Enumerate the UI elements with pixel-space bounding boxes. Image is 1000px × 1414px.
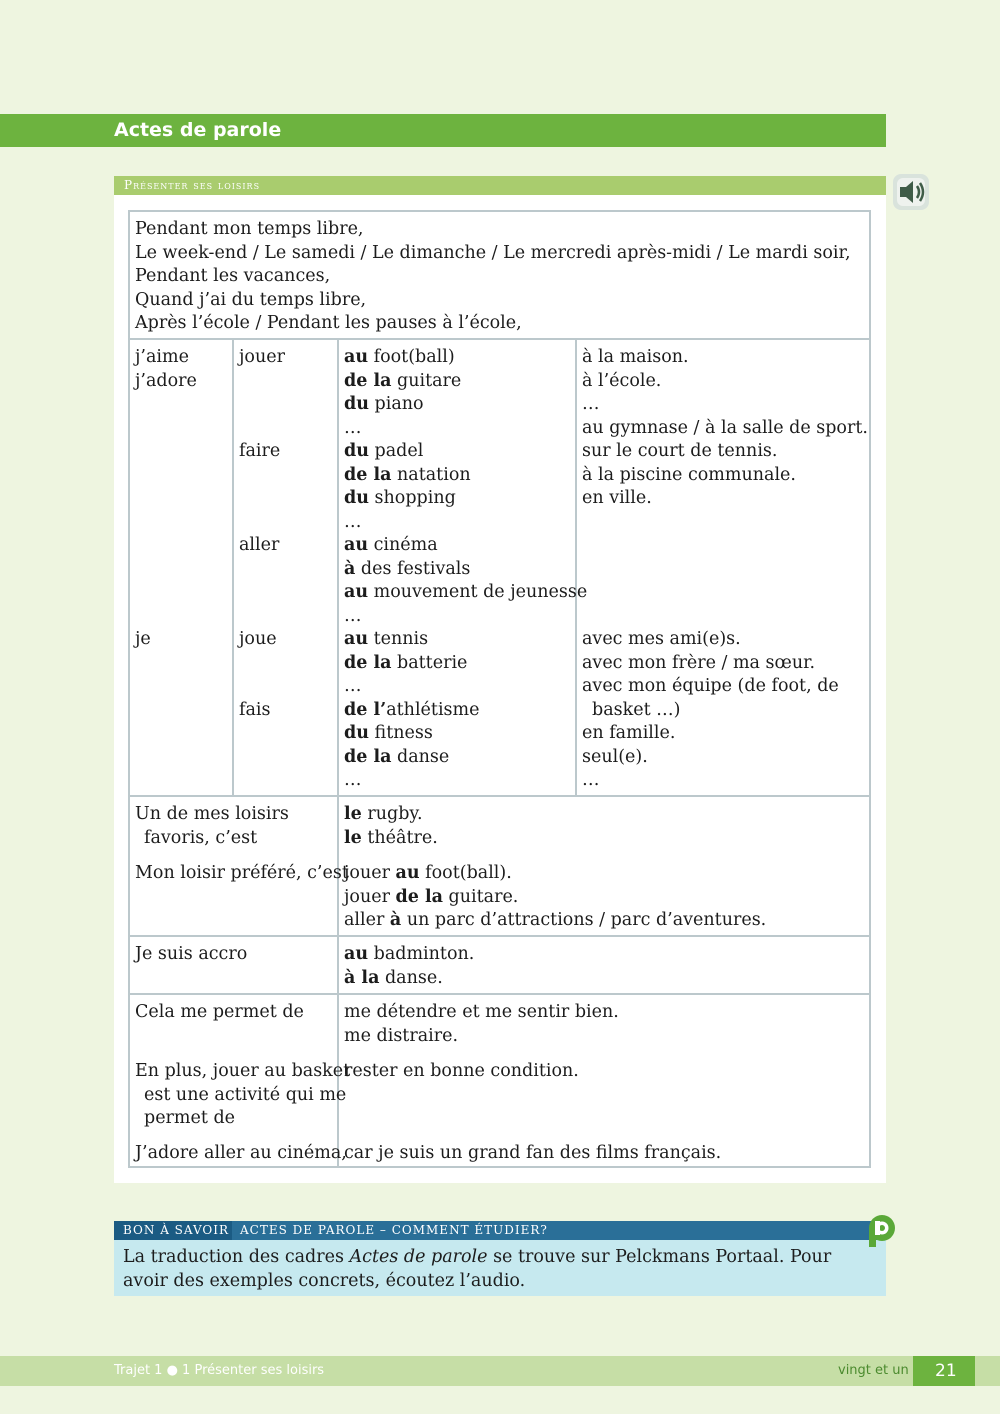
companion: avec mes ami(e)s.	[582, 629, 741, 649]
companion: …	[582, 770, 600, 790]
permet-item: rester en bonne condition.	[344, 1061, 579, 1081]
activity: au tennis	[344, 629, 429, 649]
activity: au foot(ball)	[344, 347, 455, 367]
accro-item: à la danse.	[344, 967, 443, 988]
intro-line: Le week-end / Le samedi / Le dimanche / Le mercredi après-midi / Le mardi soir,	[135, 242, 851, 263]
table-divider	[337, 338, 339, 1168]
tip-header	[232, 1221, 886, 1240]
speech-acts-panel	[114, 176, 886, 1183]
table-divider	[232, 338, 234, 795]
companion: seul(e).	[582, 746, 648, 767]
companion: en famille.	[582, 723, 676, 743]
verb: jouer	[239, 347, 285, 367]
activity: du piano	[344, 394, 424, 414]
favorite-label: favoris, c’est	[144, 827, 258, 848]
place: à l’école.	[582, 370, 662, 391]
footer-chapter: Trajet 1 ● 1 Présenter ses loisirs	[114, 1363, 325, 1378]
table-divider	[130, 795, 869, 797]
accro-label: Je suis accro	[135, 944, 248, 964]
footer-page-words: vingt et un	[838, 1363, 909, 1378]
activity: à des festivals	[344, 558, 471, 579]
permet-item: me détendre et me sentir bien.	[344, 1002, 619, 1022]
activity: de la danse	[344, 746, 450, 767]
subject-phrase: j’adore	[135, 370, 197, 391]
page-footer	[0, 1356, 1000, 1386]
tip-tag-label: BON À SAVOIR	[123, 1223, 230, 1237]
permet-label: Cela me permet de	[135, 1002, 304, 1022]
tip-heading: ACTES DE PAROLE – COMMENT ÉTUDIER?	[240, 1223, 548, 1237]
section-title: Présenter ses loisirs	[124, 178, 261, 192]
page-title: Actes de parole	[114, 119, 282, 141]
favorite-item: jouer de la guitare.	[344, 886, 519, 907]
place: à la piscine communale.	[582, 464, 796, 485]
activity: au mouvement de jeunesse	[344, 582, 588, 602]
favorite-item: jouer au foot(ball).	[344, 863, 512, 883]
companion: basket …)	[592, 699, 681, 720]
activity: …	[344, 511, 362, 532]
verb: fais	[239, 699, 271, 720]
speaker-icon[interactable]	[893, 174, 929, 210]
subject-phrase: je	[135, 629, 151, 649]
permet-label: En plus, jouer au basket	[135, 1061, 351, 1081]
activity: de la guitare	[344, 370, 462, 391]
companion: avec mon frère / ma sœur.	[582, 652, 816, 673]
activity: …	[344, 676, 362, 696]
phrase-table	[128, 210, 871, 1168]
activity: au cinéma	[344, 535, 438, 555]
favorite-label: Un de mes loisirs	[135, 804, 289, 824]
table-divider	[575, 338, 577, 795]
permet-label: permet de	[144, 1108, 236, 1128]
verb: aller	[239, 535, 280, 555]
favorite-label: Mon loisir préféré, c’est	[135, 863, 349, 883]
page-number-box	[913, 1356, 975, 1386]
activity: …	[344, 770, 362, 790]
activity: …	[344, 605, 362, 626]
place: en ville.	[582, 488, 652, 508]
activity: de la batterie	[344, 652, 468, 673]
activity: de la natation	[344, 464, 471, 485]
verb: joue	[239, 629, 277, 649]
favorite-item: aller à un parc d’attractions / parc d’aventures.	[344, 910, 767, 930]
intro-line: Quand j’ai du temps libre,	[135, 289, 367, 310]
tip-text: La traduction des cadres Actes de parole se trouve sur Pelckmans Portaal. Pour avoir des exemples concrets, écoutez l’audio.	[123, 1247, 832, 1291]
tip-box	[114, 1221, 886, 1296]
table-divider	[130, 993, 869, 995]
favorite-item: le rugby.	[344, 804, 423, 824]
verb: faire	[239, 441, 281, 461]
favorite-item: le théâtre.	[344, 827, 438, 848]
table-divider	[130, 935, 869, 937]
permet-label: J’adore aller au cinéma,	[135, 1143, 347, 1163]
place: …	[582, 394, 600, 414]
accro-item: au badminton.	[344, 944, 475, 964]
tip-tag	[114, 1221, 232, 1240]
intro-line: Pendant les vacances,	[135, 266, 331, 286]
pelckmans-logo-icon[interactable]	[866, 1213, 898, 1249]
place: sur le court de tennis.	[582, 441, 778, 461]
permet-item: me distraire.	[344, 1025, 459, 1046]
section-header	[114, 176, 886, 195]
subject-phrase: j’aime	[135, 347, 189, 367]
intro-line: Après l’école / Pendant les pauses à l’école,	[135, 313, 522, 333]
page-number: 21	[935, 1361, 957, 1381]
activity: du shopping	[344, 488, 456, 508]
activity: de l’athlétisme	[344, 699, 480, 720]
place: au gymnase / à la salle de sport.	[582, 417, 868, 438]
permet-item: car je suis un grand fan des films français.	[344, 1143, 722, 1163]
permet-label: est une activité qui me	[144, 1084, 347, 1105]
table-divider	[130, 338, 869, 340]
activity: du fitness	[344, 723, 433, 743]
activity: du padel	[344, 441, 424, 461]
activity: …	[344, 417, 362, 438]
title-bar	[0, 114, 886, 147]
intro-line: Pendant mon temps libre,	[135, 219, 364, 239]
place: à la maison.	[582, 347, 689, 367]
companion: avec mon équipe (de foot, de	[582, 676, 839, 696]
